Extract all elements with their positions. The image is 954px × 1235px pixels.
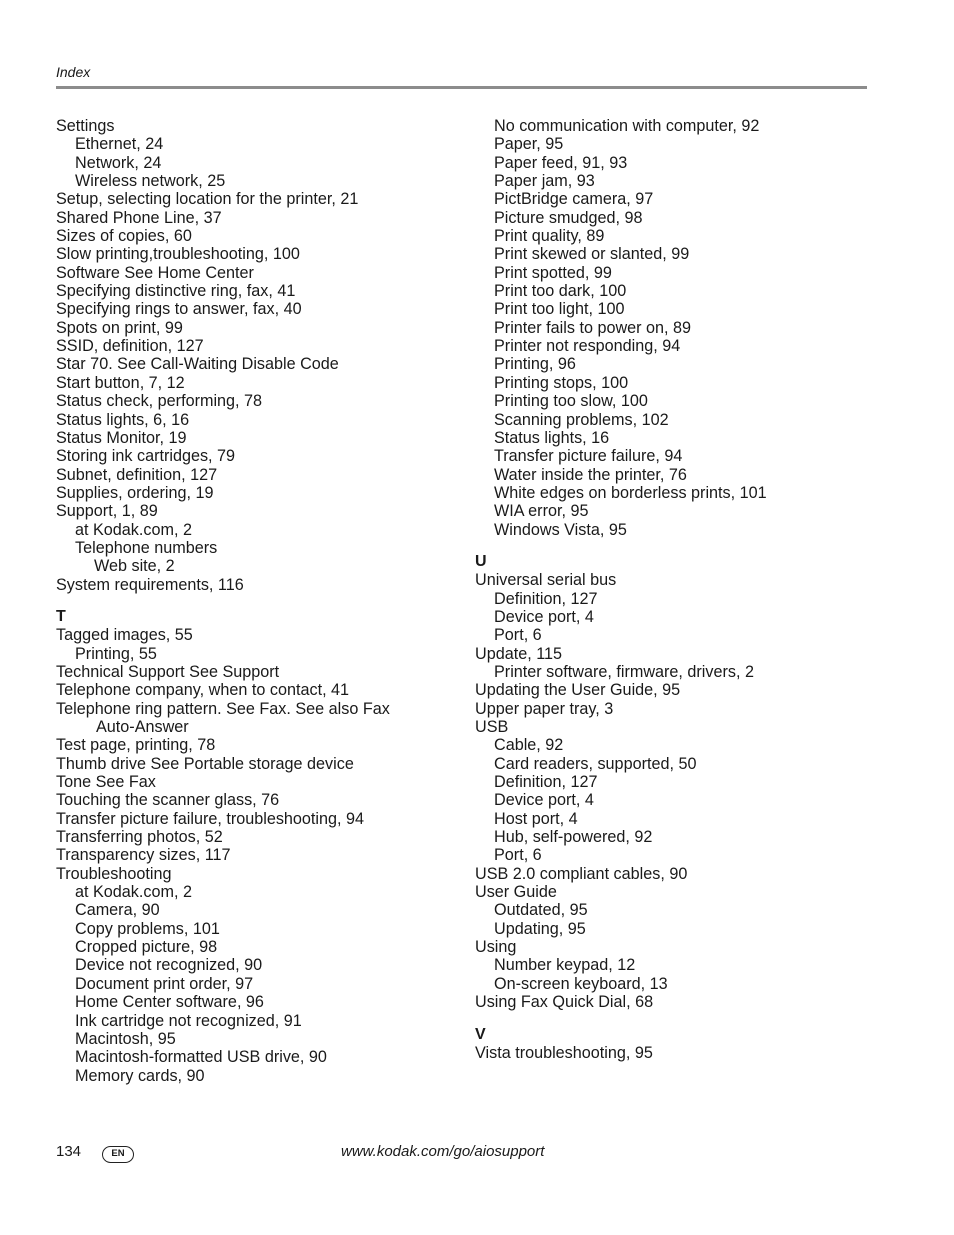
index-entry: Transfer picture failure, troubleshooting, 94 — [56, 809, 365, 828]
index-entry: Tone See Fax — [56, 773, 156, 792]
index-subentry: at Kodak.com, 2 — [75, 883, 192, 902]
index-subentry: PictBridge camera, 97 — [494, 190, 654, 209]
index-entry: User Guide — [475, 883, 557, 902]
index-entry: Tagged images, 55 — [56, 626, 193, 645]
index-entry: Specifying rings to answer, fax, 40 — [56, 300, 302, 319]
index-subentry: Cable, 92 — [494, 736, 564, 755]
index-letter-heading: V — [475, 1025, 486, 1043]
index-subentry: Ethernet, 24 — [75, 135, 164, 154]
index-entry: SSID, definition, 127 — [56, 337, 204, 356]
index-subentry: Web site, 2 — [94, 557, 175, 576]
index-entry: Thumb drive See Portable storage device — [56, 754, 354, 773]
index-subentry: Printer fails to power on, 89 — [494, 318, 692, 337]
index-subentry: Paper jam, 93 — [494, 172, 595, 191]
index-entry: Telephone ring pattern. See Fax. See also Fax — [56, 699, 390, 718]
index-entry: USB — [475, 718, 509, 736]
index-entry: Star 70. See Call-Waiting Disable Code — [56, 355, 339, 374]
index-subentry: Water inside the printer, 76 — [494, 465, 687, 484]
index-entry: Specifying distinctive ring, fax, 41 — [56, 282, 296, 301]
language-badge: EN — [102, 1146, 134, 1163]
index-entry: Supplies, ordering, 19 — [56, 483, 214, 502]
index-subentry: Memory cards, 90 — [75, 1066, 205, 1085]
index-letter-heading: T — [56, 607, 66, 625]
index-entry: Subnet, definition, 127 — [56, 465, 218, 484]
index-subentry: Port, 6 — [494, 626, 542, 645]
index-entry: Status lights, 6, 16 — [56, 410, 190, 429]
index-subentry: Print too light, 100 — [494, 300, 625, 319]
index-subentry: Printing stops, 100 — [494, 373, 629, 392]
index-subentry: Home Center software, 96 — [75, 993, 264, 1012]
index-column-left — [56, 117, 456, 1085]
index-entry: Status Monitor, 19 — [56, 428, 187, 447]
index-entry: Touching the scanner glass, 76 — [56, 791, 280, 810]
index-subentry: Number keypad, 12 — [494, 956, 636, 975]
index-subentry: Printing, 55 — [75, 644, 157, 663]
index-entry: Sizes of copies, 60 — [56, 227, 192, 246]
index-subentry: Definition, 127 — [494, 773, 598, 792]
index-subentry: WIA error, 95 — [494, 502, 589, 521]
index-subentry: No communication with computer, 92 — [494, 117, 760, 135]
index-subentry: Status lights, 16 — [494, 428, 610, 447]
header-rule — [56, 86, 867, 89]
index-subentry: Device port, 4 — [494, 607, 594, 626]
index-subentry: Outdated, 95 — [494, 901, 588, 920]
index-subentry: Auto-Answer — [96, 718, 189, 736]
index-subentry: Paper feed, 91, 93 — [494, 153, 628, 172]
index-subentry: Port, 6 — [494, 846, 542, 865]
index-subentry: Cropped picture, 98 — [75, 938, 218, 957]
index-entry: Status check, performing, 78 — [56, 392, 263, 411]
index-subentry: Device port, 4 — [494, 791, 594, 810]
index-entry: Support, 1, 89 — [56, 502, 158, 521]
index-subentry: at Kodak.com, 2 — [75, 520, 192, 539]
section-spacer — [56, 594, 456, 608]
index-subentry: Print too dark, 100 — [494, 282, 627, 301]
index-entry: Using — [475, 938, 517, 957]
index-subentry: Definition, 127 — [494, 589, 598, 608]
running-header-title: Index — [56, 64, 91, 80]
index-subentry: Transfer picture failure, 94 — [494, 447, 683, 466]
index-entry: Updating the User Guide, 95 — [475, 681, 681, 700]
index-entry: Update, 115 — [475, 644, 562, 663]
index-subentry: Wireless network, 25 — [75, 172, 226, 191]
index-subentry: Device not recognized, 90 — [75, 956, 263, 975]
index-subentry: Network, 24 — [75, 153, 162, 172]
index-subentry: Paper, 95 — [494, 135, 564, 154]
section-spacer — [475, 539, 875, 553]
index-subentry: Macintosh-formatted USB drive, 90 — [75, 1048, 327, 1067]
index-entry: Shared Phone Line, 37 — [56, 208, 222, 227]
index-subentry: Scanning problems, 102 — [494, 410, 669, 429]
index-entry: Test page, printing, 78 — [56, 736, 216, 755]
index-subentry: Print spotted, 99 — [494, 263, 612, 282]
index-entry: Slow printing,troubleshooting, 100 — [56, 245, 300, 264]
index-letter-heading: U — [475, 552, 487, 570]
index-subentry: Printer software, firmware, drivers, 2 — [494, 662, 754, 681]
index-entry: Settings — [56, 117, 115, 135]
index-entry: Start button, 7, 12 — [56, 373, 185, 392]
index-subentry: Updating, 95 — [494, 919, 586, 938]
index-entry: Technical Support See Support — [56, 662, 280, 681]
index-subentry: Ink cartridge not recognized, 91 — [75, 1011, 302, 1030]
index-subentry: Card readers, supported, 50 — [494, 754, 697, 773]
section-spacer — [475, 1012, 875, 1026]
index-subentry: Windows Vista, 95 — [494, 520, 627, 539]
index-entry: Setup, selecting location for the printer, 21 — [56, 190, 359, 209]
index-subentry: White edges on borderless prints, 101 — [494, 483, 767, 502]
index-subentry: Telephone numbers — [75, 538, 218, 557]
index-entry: Software See Home Center — [56, 263, 254, 282]
index-entry: Troubleshooting — [56, 864, 172, 883]
index-entry: Storing ink cartridges, 79 — [56, 447, 236, 466]
index-subentry: Print skewed or slanted, 99 — [494, 245, 690, 264]
index-subentry: Camera, 90 — [75, 901, 160, 920]
index-subentry: Host port, 4 — [494, 809, 578, 828]
page-number: 134 — [56, 1143, 82, 1160]
index-column-right — [475, 117, 875, 1062]
index-entry: Transparency sizes, 117 — [56, 846, 231, 865]
index-entry: Using Fax Quick Dial, 68 — [475, 993, 654, 1012]
index-entry: Transferring photos, 52 — [56, 828, 223, 847]
index-subentry: Printer not responding, 94 — [494, 337, 681, 356]
index-subentry: Print quality, 89 — [494, 227, 605, 246]
index-entry: Telephone company, when to contact, 41 — [56, 681, 350, 700]
index-subentry: Copy problems, 101 — [75, 919, 220, 938]
support-url: www.kodak.com/go/aiosupport — [341, 1143, 545, 1160]
index-entry: USB 2.0 compliant cables, 90 — [475, 864, 688, 883]
index-subentry: Document print order, 97 — [75, 974, 254, 993]
index-subentry: Picture smudged, 98 — [494, 208, 643, 227]
index-entry: Universal serial bus — [475, 571, 617, 590]
index-subentry: Printing, 96 — [494, 355, 576, 374]
index-entry: Vista troubleshooting, 95 — [475, 1043, 653, 1062]
index-entry: System requirements, 116 — [56, 575, 244, 594]
index-subentry: Printing too slow, 100 — [494, 392, 648, 411]
index-subentry: On-screen keyboard, 13 — [494, 974, 668, 993]
index-entry: Spots on print, 99 — [56, 318, 183, 337]
index-subentry: Hub, self-powered, 92 — [494, 828, 653, 847]
index-entry: Upper paper tray, 3 — [475, 699, 614, 718]
index-subentry: Macintosh, 95 — [75, 1029, 176, 1048]
